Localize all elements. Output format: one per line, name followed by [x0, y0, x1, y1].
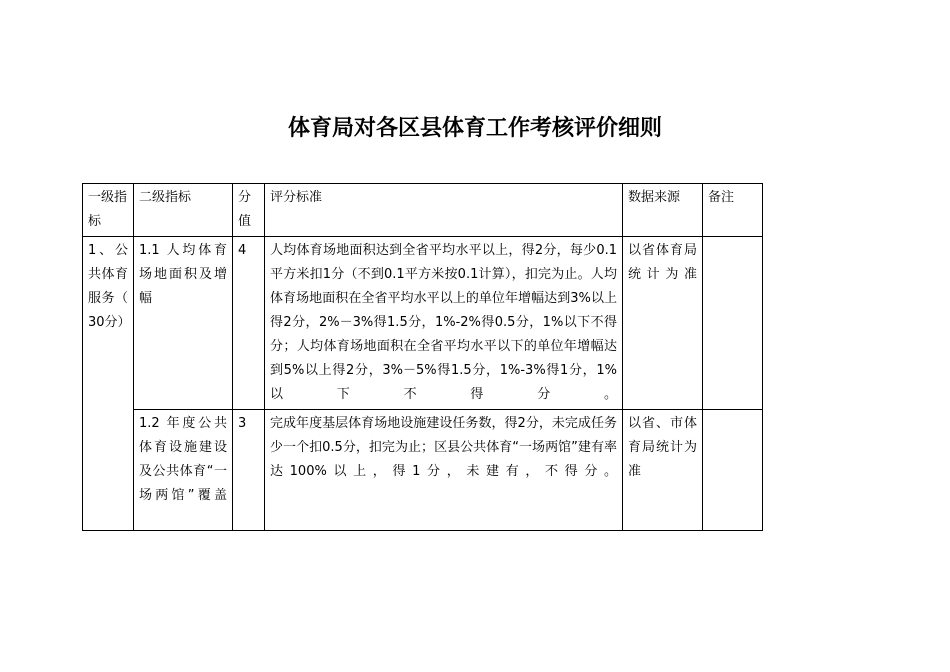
- cell-level2: [134, 410, 233, 531]
- header-level2: 二级指标: [134, 184, 233, 237]
- header-criteria: 评分标准: [265, 184, 623, 237]
- document-title: 体育局对各区县体育工作考核评价细则: [287, 115, 662, 141]
- header-level1: 一级指标: [83, 184, 134, 237]
- cell-source: 以省、市体育局统计为准: [623, 410, 703, 531]
- cell-level1: 1、公共体育服务（ 30分）: [83, 237, 134, 531]
- cell-criteria: 完成年度基层体育场地设施建设任务数，得2分，未完成任务少一个扣0.5分，扣完为止；区县公共体育“一场两馆”建有率达100%以上，得1分，未建有，不得分。: [265, 410, 623, 531]
- table-row: [83, 410, 763, 531]
- cell-remarks: [703, 410, 763, 531]
- cell-score: 3: [233, 410, 265, 531]
- cell-source: 以省体育局统计为准: [623, 237, 703, 410]
- cell-remarks: [703, 237, 763, 410]
- table-header-row: [83, 184, 763, 237]
- cell-level2: 1.1 人均体育场地面积及增幅: [134, 237, 233, 410]
- evaluation-table: [82, 183, 763, 531]
- cell-level2-text: 1.2 年度公共体育设施建设及公共体育“一场两馆”覆盖: [139, 416, 227, 503]
- cell-criteria: 人均体育场地面积达到全省平均水平以上，得2分，每少0.1平方米扣1分（不到0.1平方米按0.1计算），扣完为止。人均体育场地面积在全省平均水平以上的单位年增幅达到3%以上得2分，2%－3%得1.5分，1%-2%得0.5分，1%以下不得分；人均体育场地面积在全省平均水平以下的单位年增幅达到5%以上得2分，3%－5%得1.5分，1%-3%得1分，1%以下不得分。: [265, 237, 623, 410]
- header-score: 分值: [233, 184, 265, 237]
- header-source: 数据来源: [623, 184, 703, 237]
- header-remarks: 备注: [703, 184, 763, 237]
- table-row: [83, 237, 763, 410]
- cell-score: 4: [233, 237, 265, 410]
